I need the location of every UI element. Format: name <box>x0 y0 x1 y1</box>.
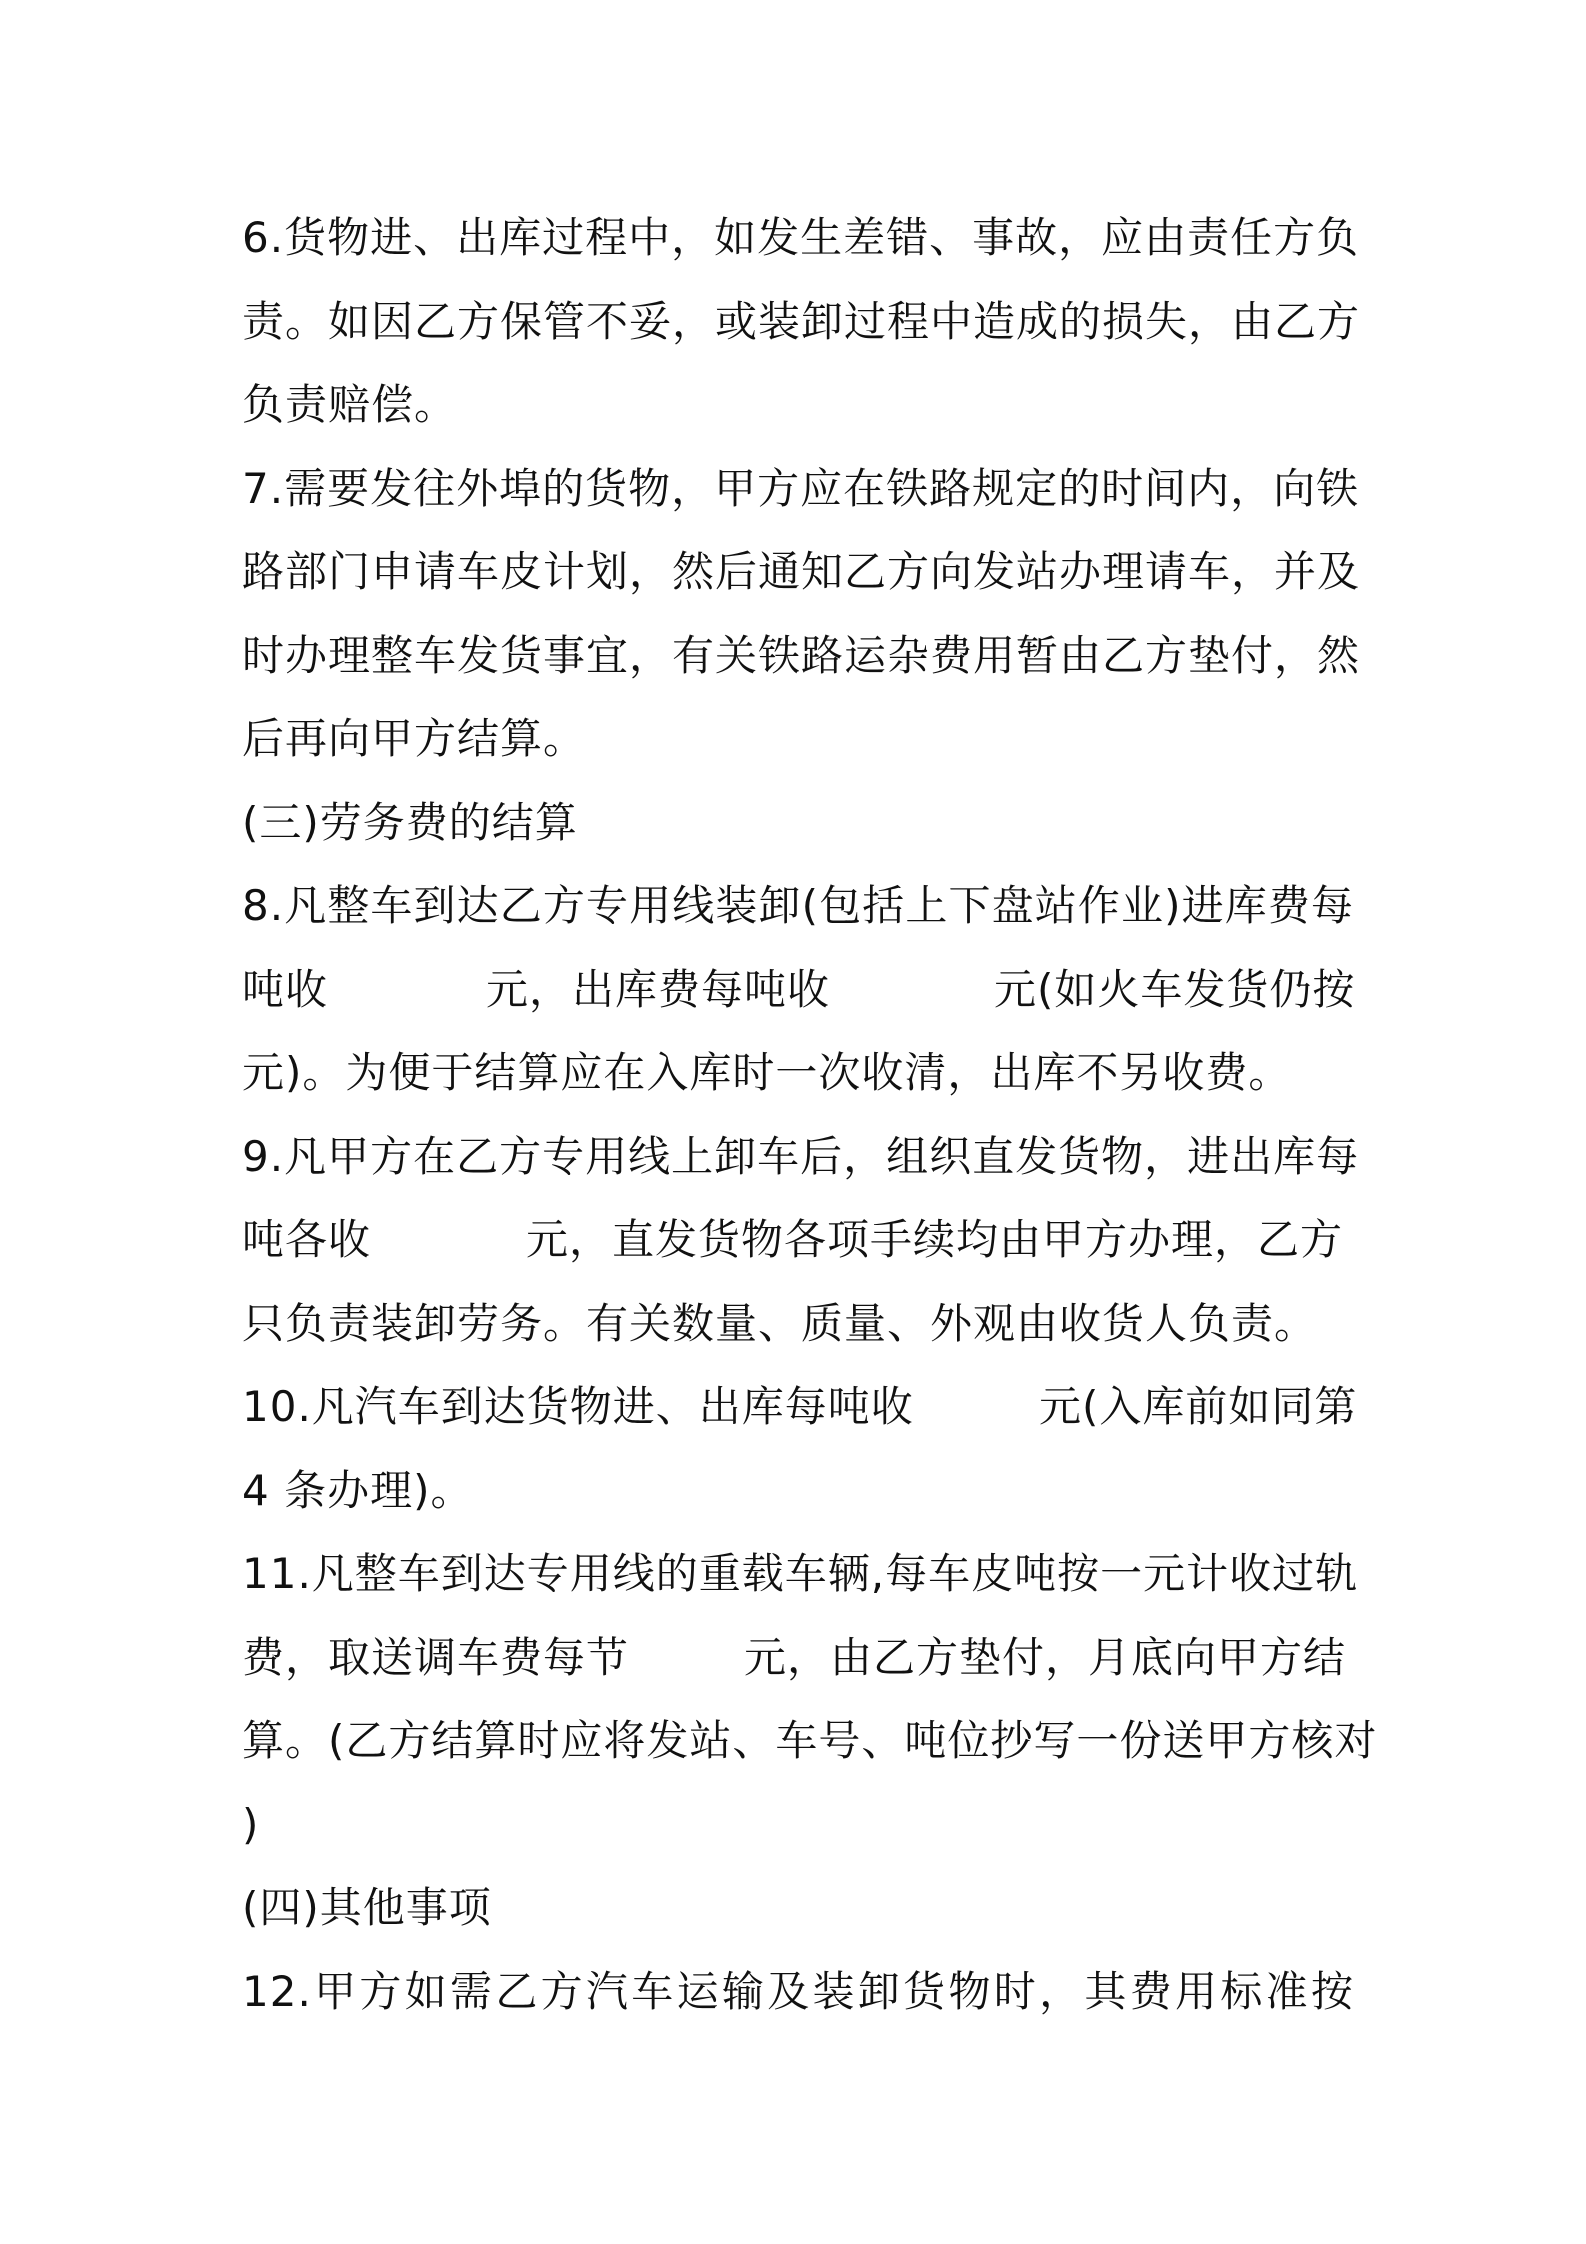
text-line: ) <box>242 1799 260 1849</box>
text-segment: 吨收 <box>242 964 329 1014</box>
text-line: 9.凡甲方在乙方专用线上卸车后，组织直发货物，进出库每 <box>242 1131 1360 1181</box>
text-line: 路部门申请车皮计划，然后通知乙方向发站办理请车，并及 <box>242 547 1361 596</box>
text-line-with-blanks <box>242 948 1362 1032</box>
text-line: 6.货物进、出库过程中，如发生差错、事故，应由责任方负 <box>242 213 1360 262</box>
text-line: 后再向甲方结算。 <box>242 714 587 763</box>
text-line-with-blanks <box>242 1616 1362 1700</box>
text-line: 11.凡整车到达专用线的重载车辆,每车皮吨按一元计收过轨 <box>242 1549 1359 1598</box>
text-line: 负责赔偿。 <box>242 380 458 429</box>
text-segment: 元(如火车发货仍按 <box>994 964 1356 1014</box>
text-line: 12.甲方如需乙方汽车运输及装卸货物时，其费用标准按 <box>242 1966 1354 2016</box>
text-segment: 吨各收 <box>242 1215 372 1264</box>
text-line: 元)。为便于结算应在入库时一次收清，出库不另收费。 <box>242 1048 1292 1097</box>
text-segment: 元，出库费每吨收 <box>486 964 831 1014</box>
text-line: 4 条办理)。 <box>242 1465 474 1515</box>
section-heading: (三)劳务费的结算 <box>242 797 578 847</box>
text-segment: 10.凡汽车到达货物进、出库每吨收 <box>242 1382 914 1431</box>
text-line: 只负责装卸劳务。有关数量、质量、外观由收货人负责。 <box>242 1298 1318 1348</box>
text-line: 责。如因乙方保管不妥，或装卸过程中造成的损失，由乙方 <box>242 296 1361 346</box>
text-line: 时办理整车发货事宜，有关铁路运杂费用暂由乙方垫付，然 <box>242 630 1361 680</box>
text-segment: 费，取送调车费每节 <box>242 1632 630 1682</box>
text-line: 算。(乙方结算时应将发站、车号、吨位抄写一份送甲方核对 <box>242 1716 1378 1765</box>
text-line: 7.需要发往外埠的货物，甲方应在铁路规定的时间内，向铁 <box>242 463 1360 513</box>
section-heading: (四)其他事项 <box>242 1883 492 1932</box>
text-segment: 元(入库前如同第 <box>1039 1382 1358 1431</box>
text-segment: 元，直发货物各项手续均由甲方办理，乙方 <box>526 1215 1344 1264</box>
text-line-with-blanks <box>242 1365 1362 1449</box>
text-line-with-blanks <box>242 1198 1362 1282</box>
text-line: 8.凡整车到达乙方专用线装卸(包括上下盘站作业)进库费每 <box>242 881 1354 930</box>
document-page <box>242 196 1378 2033</box>
text-segment: 元，由乙方垫付，月底向甲方结 <box>744 1632 1347 1682</box>
